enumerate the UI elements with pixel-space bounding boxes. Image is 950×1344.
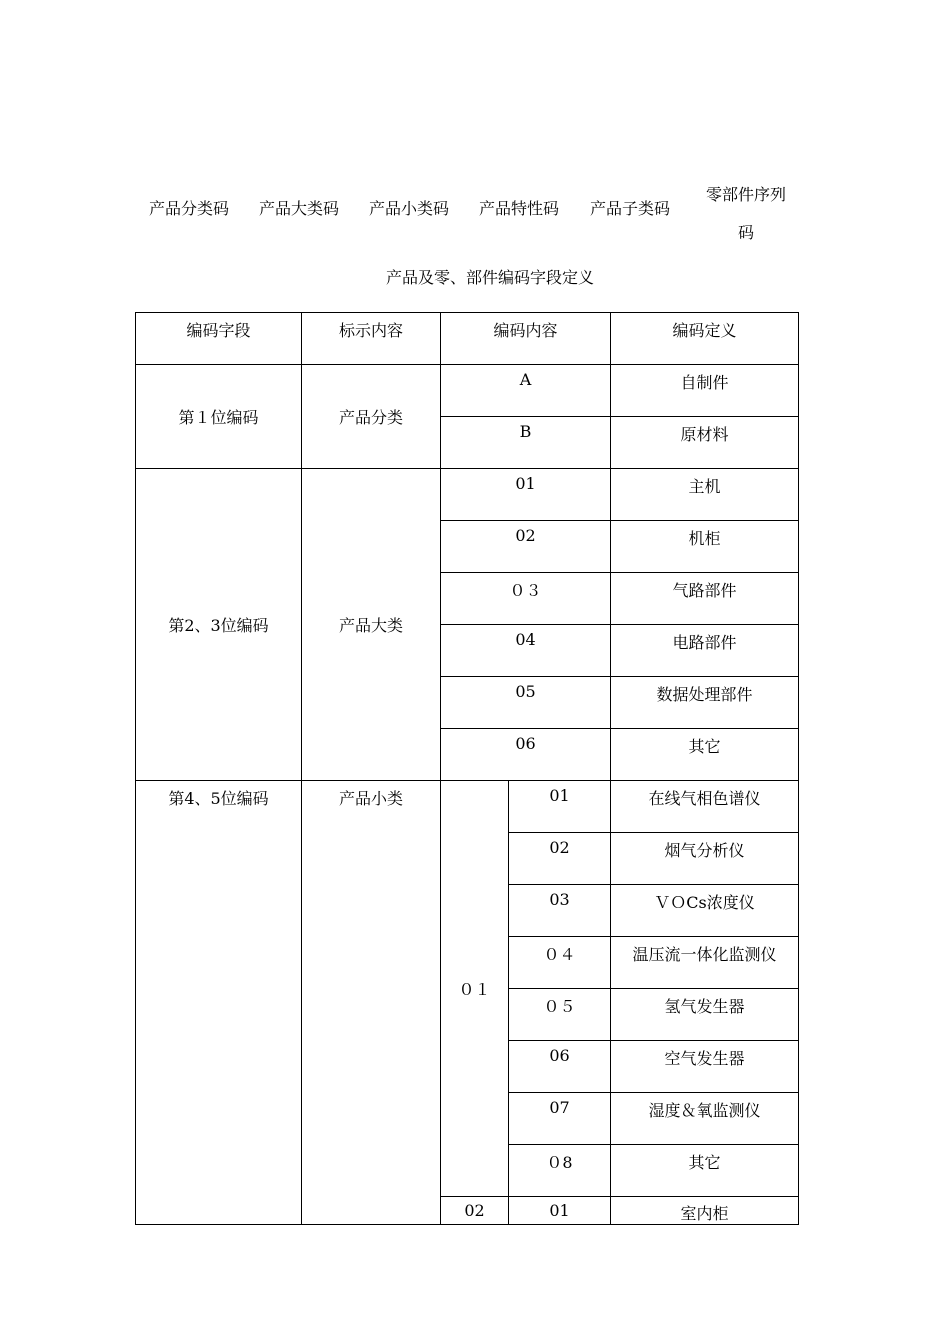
definition-cell: 室内柜 — [611, 1197, 799, 1225]
encoding-field-cell: 第2、3位编码 — [136, 469, 302, 781]
field-header-classification: 产品分类码 — [149, 199, 230, 218]
field-header-part-serial-line2: 码 — [737, 223, 754, 242]
field-header-major-category: 产品大类码 — [259, 199, 340, 218]
encoding-field-cell: 第4、5位编码 — [136, 781, 302, 1225]
field-header-feature: 产品特性码 — [479, 199, 560, 218]
field-header-subcategory: 产品子类码 — [590, 199, 671, 218]
label-content-cell: 产品小类 — [302, 781, 441, 1225]
definition-cell: 电路部件 — [611, 625, 799, 677]
code-cell: ０４ — [509, 937, 611, 989]
table-caption: 产品及零、部件编码字段定义 — [385, 268, 594, 287]
code-cell: 04 — [441, 625, 611, 677]
field-header-part-serial — [700, 176, 792, 252]
definition-cell: 气路部件 — [611, 573, 799, 625]
definition-cell: ＶＯCs浓度仪 — [611, 885, 799, 937]
definition-cell: 烟气分析仪 — [611, 833, 799, 885]
label-content-cell: 产品大类 — [302, 469, 441, 781]
table-row — [136, 469, 799, 521]
code-cell: 06 — [441, 729, 611, 781]
definition-cell: 其它 — [611, 729, 799, 781]
code-cell: 05 — [441, 677, 611, 729]
code-cell: B — [441, 417, 611, 469]
code-cell: 06 — [509, 1041, 611, 1093]
encoding-definition-table — [135, 312, 799, 1225]
definition-cell: 主机 — [611, 469, 799, 521]
code-cell: ０8 — [509, 1145, 611, 1197]
field-header-minor-category: 产品小类码 — [369, 199, 450, 218]
code-cell: 07 — [509, 1093, 611, 1145]
column-header: 标示内容 — [302, 313, 441, 365]
column-header: 编码内容 — [441, 313, 611, 365]
definition-cell: 其它 — [611, 1145, 799, 1197]
table-row — [136, 781, 799, 833]
table-header-row — [136, 313, 799, 365]
code-cell: 01 — [441, 469, 611, 521]
code-cell: ０３ — [441, 573, 611, 625]
definition-cell: 氢气发生器 — [611, 989, 799, 1041]
definition-cell: 机柜 — [611, 521, 799, 573]
subgroup-code-cell: ０１ — [441, 781, 509, 1197]
code-cell: 01 — [509, 781, 611, 833]
definition-cell: 湿度＆氧监测仪 — [611, 1093, 799, 1145]
encoding-field-cell: 第１位编码 — [136, 365, 302, 469]
code-cell: A — [441, 365, 611, 417]
label-content-cell: 产品分类 — [302, 365, 441, 469]
definition-cell: 在线气相色谱仪 — [611, 781, 799, 833]
subgroup-code-cell: 02 — [441, 1197, 509, 1225]
definition-cell: 温压流一体化监测仪 — [611, 937, 799, 989]
code-cell: 02 — [441, 521, 611, 573]
column-header: 编码字段 — [136, 313, 302, 365]
code-cell: 02 — [509, 833, 611, 885]
code-cell: 03 — [509, 885, 611, 937]
definition-cell: 空气发生器 — [611, 1041, 799, 1093]
definition-cell: 原材料 — [611, 417, 799, 469]
table-row — [136, 365, 799, 417]
column-header: 编码定义 — [611, 313, 799, 365]
code-cell: 01 — [509, 1197, 611, 1225]
definition-cell: 自制件 — [611, 365, 799, 417]
code-cell: ０５ — [509, 989, 611, 1041]
definition-cell: 数据处理部件 — [611, 677, 799, 729]
field-header-part-serial-line1: 零部件序列 — [705, 185, 786, 204]
